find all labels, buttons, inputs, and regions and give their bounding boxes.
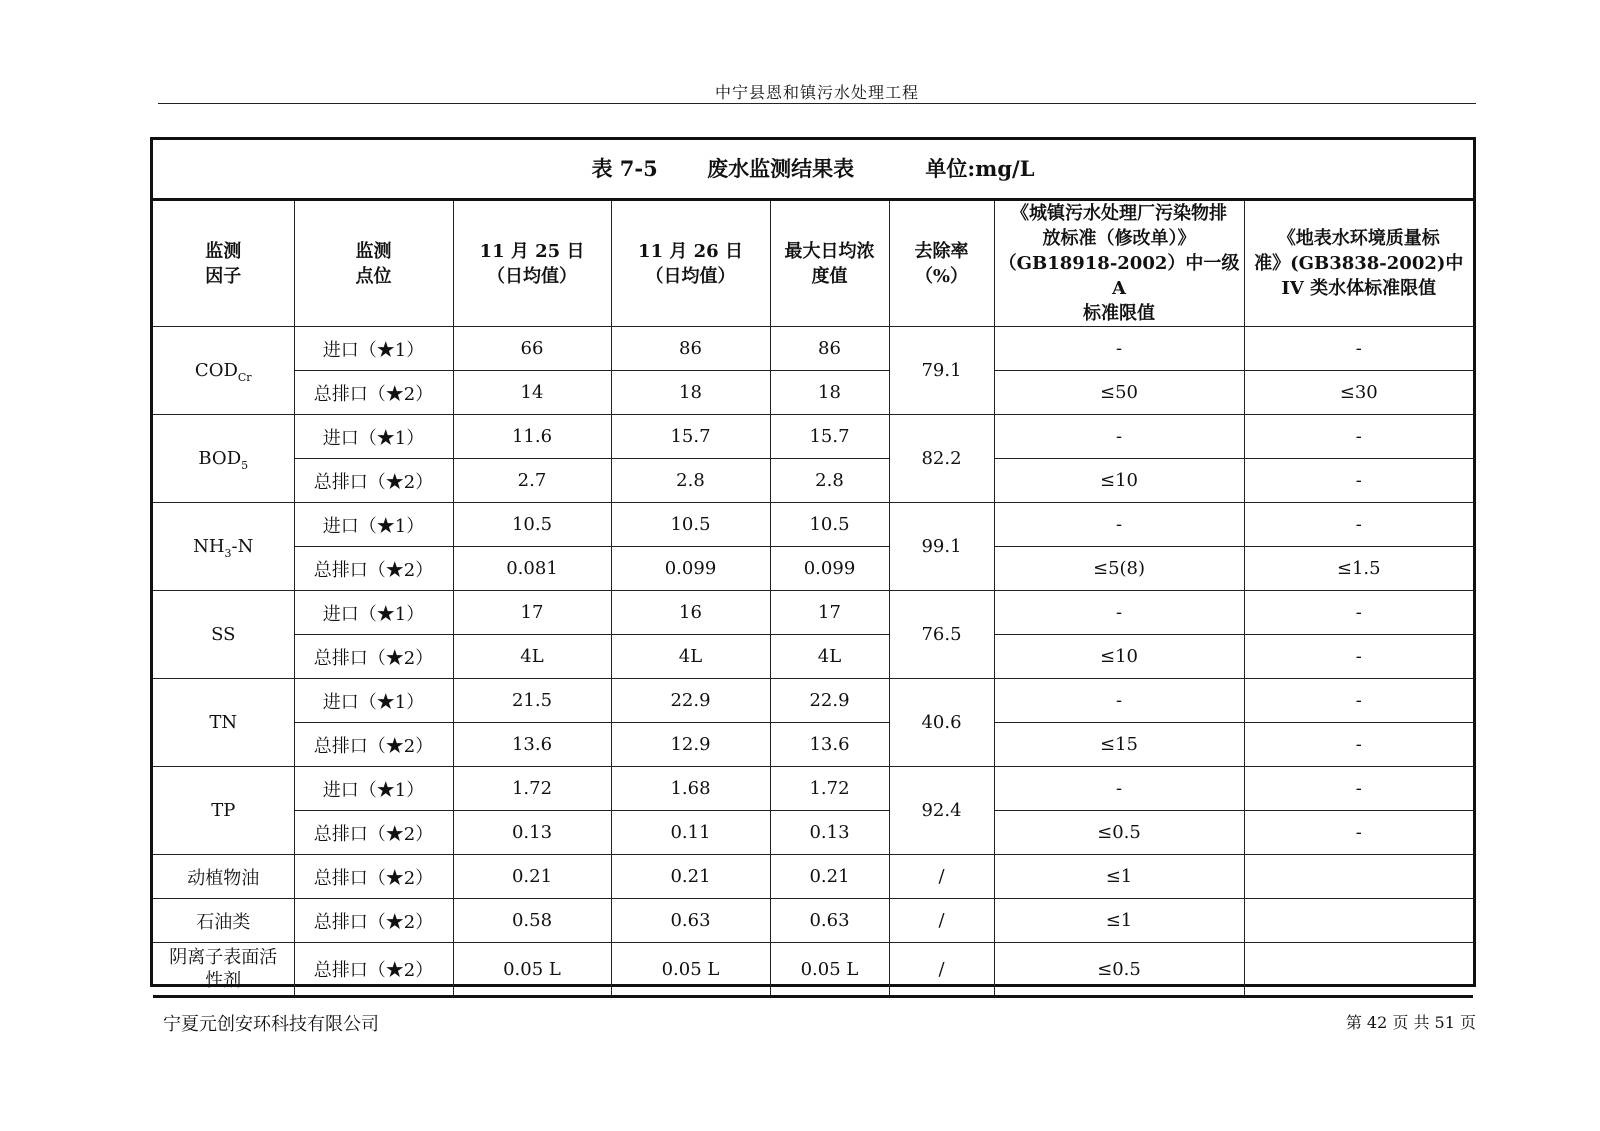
standard-b-cell: - <box>1244 679 1473 723</box>
removal-cell: / <box>889 855 994 899</box>
standard-a-cell: ≤50 <box>994 371 1244 415</box>
standard-b-cell <box>1244 899 1473 943</box>
max-cell: 13.6 <box>770 723 889 767</box>
standard-a-cell: ≤10 <box>994 459 1244 503</box>
max-cell: 86 <box>770 327 889 371</box>
removal-cell: 82.2 <box>889 415 994 503</box>
col-header-standard-gb18918: 《城镇污水处理厂污染物排 放标准（修改单）》 （GB18918-2002）中一级 A 标准限值 <box>994 201 1244 327</box>
table-row <box>153 547 1473 591</box>
day2-cell: 0.21 <box>611 855 770 899</box>
day1-cell: 0.081 <box>453 547 611 591</box>
point-cell: 进口（★1） <box>294 327 453 371</box>
max-cell: 4L <box>770 635 889 679</box>
removal-cell: 40.6 <box>889 679 994 767</box>
standard-a-cell: - <box>994 327 1244 371</box>
day2-cell: 2.8 <box>611 459 770 503</box>
table-row <box>153 855 1473 899</box>
day1-cell: 66 <box>453 327 611 371</box>
factor-cell <box>153 327 294 415</box>
removal-cell: 76.5 <box>889 591 994 679</box>
day2-cell: 22.9 <box>611 679 770 723</box>
table-row <box>153 371 1473 415</box>
point-cell: 进口（★1） <box>294 767 453 811</box>
factor-name-line: 阴离子表面活 <box>169 947 278 968</box>
day1-cell: 13.6 <box>453 723 611 767</box>
point-cell: 总排口（★2） <box>294 371 453 415</box>
point-cell: 总排口（★2） <box>294 547 453 591</box>
col-header-day2: 11 月 26 日 （日均值） <box>611 201 770 327</box>
col-header-factor: 监测 因子 <box>153 201 294 327</box>
max-cell: 0.63 <box>770 899 889 943</box>
standard-b-cell: - <box>1244 459 1473 503</box>
point-cell: 进口（★1） <box>294 415 453 459</box>
point-cell: 总排口（★2） <box>294 811 453 855</box>
table-unit: 单位:mg/L <box>925 156 1035 181</box>
factor-name: 动植物油 <box>187 867 260 889</box>
removal-cell: / <box>889 899 994 943</box>
table-row <box>153 811 1473 855</box>
day2-cell: 18 <box>611 371 770 415</box>
day1-cell: 0.13 <box>453 811 611 855</box>
factor-cell <box>153 591 294 679</box>
day1-cell: 14 <box>453 371 611 415</box>
point-cell: 总排口（★2） <box>294 943 453 997</box>
point-cell: 进口（★1） <box>294 503 453 547</box>
standard-a-cell: ≤10 <box>994 635 1244 679</box>
table-number: 表 7-5 <box>591 156 658 181</box>
standard-a-cell: ≤15 <box>994 723 1244 767</box>
factor-name: NH <box>193 536 225 557</box>
table-name: 废水监测结果表 <box>707 156 855 181</box>
standard-b-cell: - <box>1244 503 1473 547</box>
factor-cell <box>153 943 294 997</box>
table-row <box>153 767 1473 811</box>
col-header-max: 最大日均浓 度值 <box>770 201 889 327</box>
day2-cell: 16 <box>611 591 770 635</box>
standard-a-cell: - <box>994 767 1244 811</box>
standard-b-cell: ≤30 <box>1244 371 1473 415</box>
day2-cell: 12.9 <box>611 723 770 767</box>
max-cell: 0.13 <box>770 811 889 855</box>
factor-name-line: 性剂 <box>205 970 242 991</box>
point-cell: 总排口（★2） <box>294 855 453 899</box>
footer-company: 宁夏元创安环科技有限公司 <box>163 1014 379 1035</box>
monitoring-results-table <box>153 201 1473 998</box>
day1-cell: 10.5 <box>453 503 611 547</box>
table-row <box>153 723 1473 767</box>
max-cell: 18 <box>770 371 889 415</box>
header-rule <box>158 103 1476 104</box>
max-cell: 2.8 <box>770 459 889 503</box>
day1-cell: 17 <box>453 591 611 635</box>
standard-a-cell: ≤0.5 <box>994 943 1244 997</box>
factor-name: SS <box>211 624 236 645</box>
factor-name: 石油类 <box>196 911 251 933</box>
removal-cell: 99.1 <box>889 503 994 591</box>
standard-a-cell: - <box>994 591 1244 635</box>
standard-a-cell: ≤5(8) <box>994 547 1244 591</box>
factor-cell <box>153 899 294 943</box>
standard-b-cell: - <box>1244 415 1473 459</box>
day2-cell: 86 <box>611 327 770 371</box>
factor-suffix: -N <box>231 536 254 557</box>
standard-b-cell <box>1244 855 1473 899</box>
day1-cell: 11.6 <box>453 415 611 459</box>
factor-subscript: 3 <box>224 547 232 560</box>
max-cell: 0.099 <box>770 547 889 591</box>
max-cell: 22.9 <box>770 679 889 723</box>
removal-cell: 92.4 <box>889 767 994 855</box>
standard-b-cell: - <box>1244 591 1473 635</box>
point-cell: 总排口（★2） <box>294 459 453 503</box>
point-cell: 进口（★1） <box>294 591 453 635</box>
table-row <box>153 943 1473 997</box>
table-row <box>153 635 1473 679</box>
page-header-title: 中宁县恩和镇污水处理工程 <box>714 83 919 102</box>
factor-cell <box>153 679 294 767</box>
factor-cell <box>153 855 294 899</box>
factor-name: BOD <box>198 448 242 469</box>
day1-cell: 21.5 <box>453 679 611 723</box>
factor-name: TN <box>209 712 238 733</box>
removal-cell: / <box>889 943 994 997</box>
table-row <box>153 591 1473 635</box>
table-row <box>153 899 1473 943</box>
max-cell: 1.72 <box>770 767 889 811</box>
footer-page-number: 第 42 页 共 51 页 <box>1345 1013 1476 1032</box>
table-row <box>153 415 1473 459</box>
day2-cell: 0.099 <box>611 547 770 591</box>
table-row <box>153 679 1473 723</box>
col-header-standard-gb3838: 《地表水环境质量标 准》(GB3838-2002)中 IV 类水体标准限值 <box>1244 201 1473 327</box>
standard-a-cell: - <box>994 503 1244 547</box>
day2-cell: 10.5 <box>611 503 770 547</box>
col-header-day1: 11 月 25 日 （日均值） <box>453 201 611 327</box>
table-row <box>153 503 1473 547</box>
header-row <box>153 201 1473 327</box>
max-cell: 15.7 <box>770 415 889 459</box>
max-cell: 0.21 <box>770 855 889 899</box>
standard-a-cell: - <box>994 415 1244 459</box>
col-header-point: 监测 点位 <box>294 201 453 327</box>
day1-cell: 0.05 L <box>453 943 611 997</box>
max-cell: 17 <box>770 591 889 635</box>
day2-cell: 4L <box>611 635 770 679</box>
standard-a-cell: ≤0.5 <box>994 811 1244 855</box>
standard-b-cell: ≤1.5 <box>1244 547 1473 591</box>
factor-cell <box>153 415 294 503</box>
day2-cell: 0.05 L <box>611 943 770 997</box>
day1-cell: 1.72 <box>453 767 611 811</box>
removal-cell: 79.1 <box>889 327 994 415</box>
point-cell: 进口（★1） <box>294 679 453 723</box>
max-cell: 0.05 L <box>770 943 889 997</box>
day2-cell: 1.68 <box>611 767 770 811</box>
standard-b-cell: - <box>1244 767 1473 811</box>
standard-b-cell: - <box>1244 811 1473 855</box>
day2-cell: 15.7 <box>611 415 770 459</box>
factor-subscript: 5 <box>241 459 249 472</box>
table-title <box>153 140 1473 201</box>
factor-name: TP <box>211 800 236 821</box>
day1-cell: 4L <box>453 635 611 679</box>
day2-cell: 0.63 <box>611 899 770 943</box>
point-cell: 总排口（★2） <box>294 723 453 767</box>
point-cell: 总排口（★2） <box>294 899 453 943</box>
factor-name: COD <box>194 360 238 381</box>
standard-a-cell: - <box>994 679 1244 723</box>
standard-a-cell: ≤1 <box>994 899 1244 943</box>
day1-cell: 0.21 <box>453 855 611 899</box>
point-cell: 总排口（★2） <box>294 635 453 679</box>
standard-b-cell: - <box>1244 635 1473 679</box>
table-row <box>153 459 1473 503</box>
table-frame <box>150 137 1476 991</box>
standard-b-cell <box>1244 943 1473 997</box>
factor-cell <box>153 503 294 591</box>
factor-subscript: Cr <box>237 371 252 384</box>
factor-cell <box>153 767 294 855</box>
day2-cell: 0.11 <box>611 811 770 855</box>
table-row <box>153 327 1473 371</box>
max-cell: 10.5 <box>770 503 889 547</box>
standard-b-cell: - <box>1244 723 1473 767</box>
standard-a-cell: ≤1 <box>994 855 1244 899</box>
day1-cell: 2.7 <box>453 459 611 503</box>
standard-b-cell: - <box>1244 327 1473 371</box>
col-header-removal: 去除率 （%） <box>889 201 994 327</box>
day1-cell: 0.58 <box>453 899 611 943</box>
